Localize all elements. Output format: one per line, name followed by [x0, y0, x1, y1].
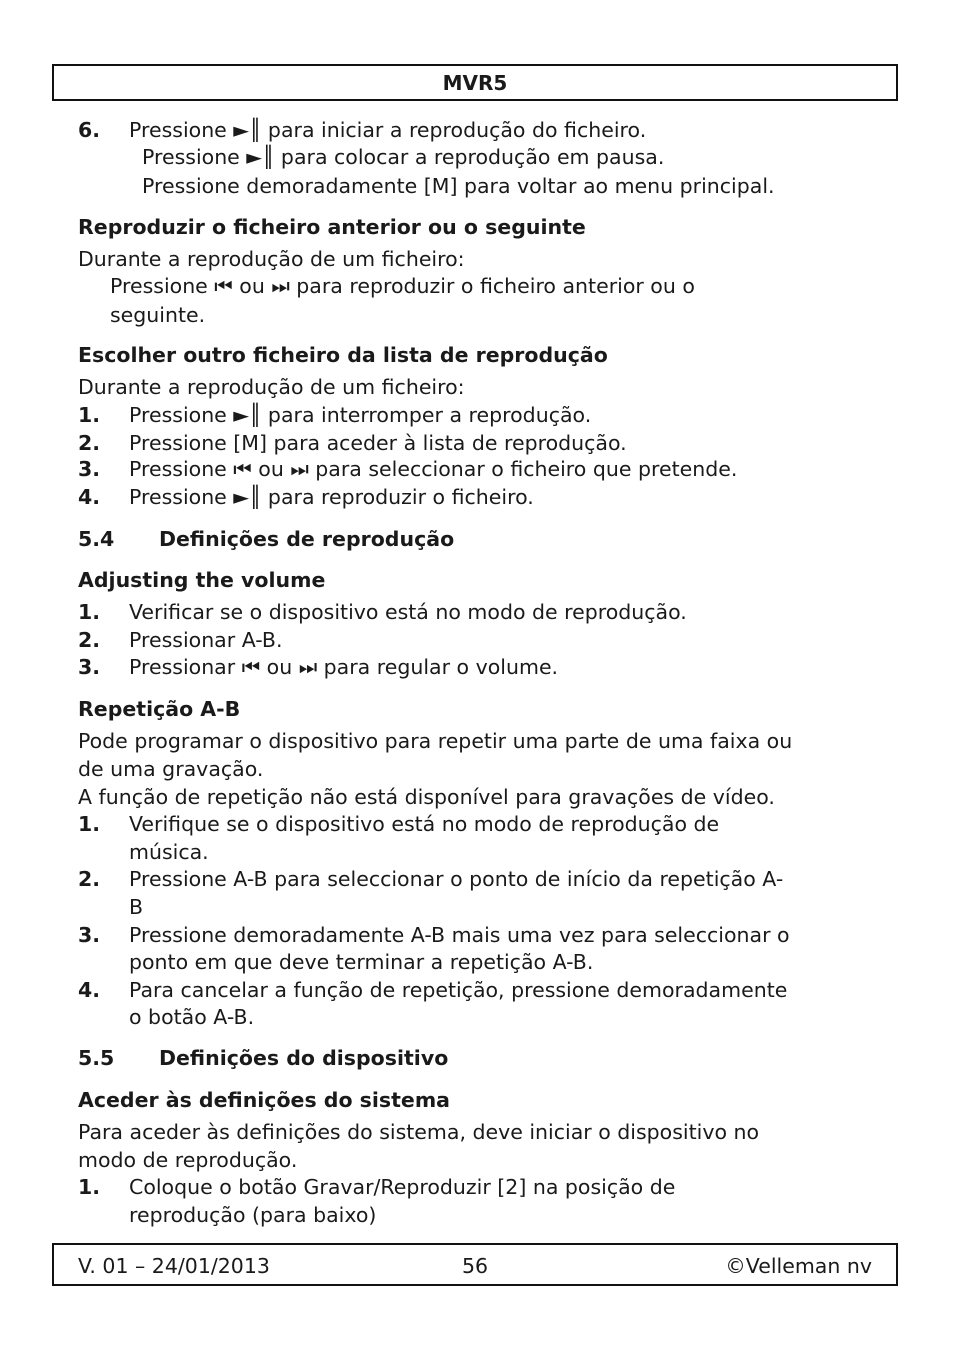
step-number: 4.	[78, 485, 101, 509]
step-number: 1.	[78, 812, 101, 836]
step-number: 4.	[78, 978, 101, 1002]
page-footer	[52, 1243, 898, 1286]
step-text: Pressione [M] para aceder à lista de reprodução.	[129, 431, 627, 455]
subheading-system: Aceder às definições do sistema	[78, 1088, 451, 1112]
step-text: o botão A-B.	[129, 1005, 255, 1029]
step-text: Verifique se o dispositivo está no modo de reprodução de	[129, 812, 720, 836]
step-text: Pressione ►║ para colocar a reprodução em pausa.	[142, 145, 665, 169]
paragraph: Para aceder às definições do sistema, deve iniciar o dispositivo no	[78, 1120, 760, 1144]
step-text: Pressionar ⏮ ou ⏭ para regular o volume.	[129, 655, 559, 679]
step-text: Pressione demoradamente A-B mais uma vez para seleccionar o	[129, 923, 790, 947]
step-text: B	[129, 895, 144, 919]
step-text: Pressionar A-B.	[129, 628, 283, 652]
step-text: música.	[129, 840, 209, 864]
step-text: reprodução (para baixo)	[129, 1203, 377, 1227]
section-number: 5.4	[78, 527, 115, 551]
step-text: Pressione ►║ para iniciar a reprodução do ficheiro.	[129, 118, 647, 142]
step-text: Verificar se o dispositivo está no modo de reprodução.	[129, 600, 687, 624]
section-title: Definições de reprodução	[159, 527, 455, 551]
step-number: 6.	[78, 118, 101, 142]
step-number: 2.	[78, 431, 101, 455]
step-number: 2.	[78, 628, 101, 652]
footer-version: V. 01 – 24/01/2013	[78, 1254, 270, 1278]
paragraph: modo de reprodução.	[78, 1148, 298, 1172]
step-text: Coloque o botão Gravar/Reproduzir [2] na posição de	[129, 1175, 676, 1199]
footer-copyright: ©Velleman nv	[725, 1254, 872, 1278]
subheading-repeat: Repetição A-B	[78, 697, 241, 721]
section-number: 5.5	[78, 1046, 115, 1070]
step-number: 1.	[78, 600, 101, 624]
section-title: Definições do dispositivo	[159, 1046, 449, 1070]
subheading-volume: Adjusting the volume	[78, 568, 326, 592]
step-number: 3.	[78, 655, 101, 679]
subheading-playlist: Escolher outro ficheiro da lista de reprodução	[78, 343, 608, 367]
subheading-prev-next: Reproduzir o ficheiro anterior ou o seguinte	[78, 215, 586, 239]
step-number: 3.	[78, 457, 101, 481]
step-text: Pressione demoradamente [M] para voltar ao menu principal.	[142, 174, 775, 198]
paragraph: Durante a reprodução de um ficheiro:	[78, 247, 465, 271]
footer-page-number: 56	[462, 1254, 489, 1278]
step-number: 1.	[78, 403, 101, 427]
paragraph: Pressione ⏮ ou ⏭ para reproduzir o ficheiro anterior ou o	[110, 274, 695, 298]
step-text: Pressione A-B para seleccionar o ponto de início da repetição A-	[129, 867, 784, 891]
step-text: Pressione ►║ para interromper a reprodução.	[129, 403, 592, 427]
step-number: 1.	[78, 1175, 101, 1199]
step-number: 3.	[78, 923, 101, 947]
step-text: Pressione ⏮ ou ⏭ para seleccionar o ficheiro que pretende.	[129, 457, 738, 481]
step-text: ponto em que deve terminar a repetição A-B.	[129, 950, 594, 974]
paragraph: A função de repetição não está disponível para gravações de vídeo.	[78, 785, 775, 809]
paragraph: Pode programar o dispositivo para repetir uma parte de uma faixa ou	[78, 729, 793, 753]
paragraph: seguinte.	[110, 303, 206, 327]
step-text: Pressione ►║ para reproduzir o ficheiro.	[129, 485, 534, 509]
header-title: MVR5	[52, 64, 898, 101]
paragraph: Durante a reprodução de um ficheiro:	[78, 375, 465, 399]
paragraph: de uma gravação.	[78, 757, 264, 781]
step-text: Para cancelar a função de repetição, pressione demoradamente	[129, 978, 788, 1002]
step-number: 2.	[78, 867, 101, 891]
